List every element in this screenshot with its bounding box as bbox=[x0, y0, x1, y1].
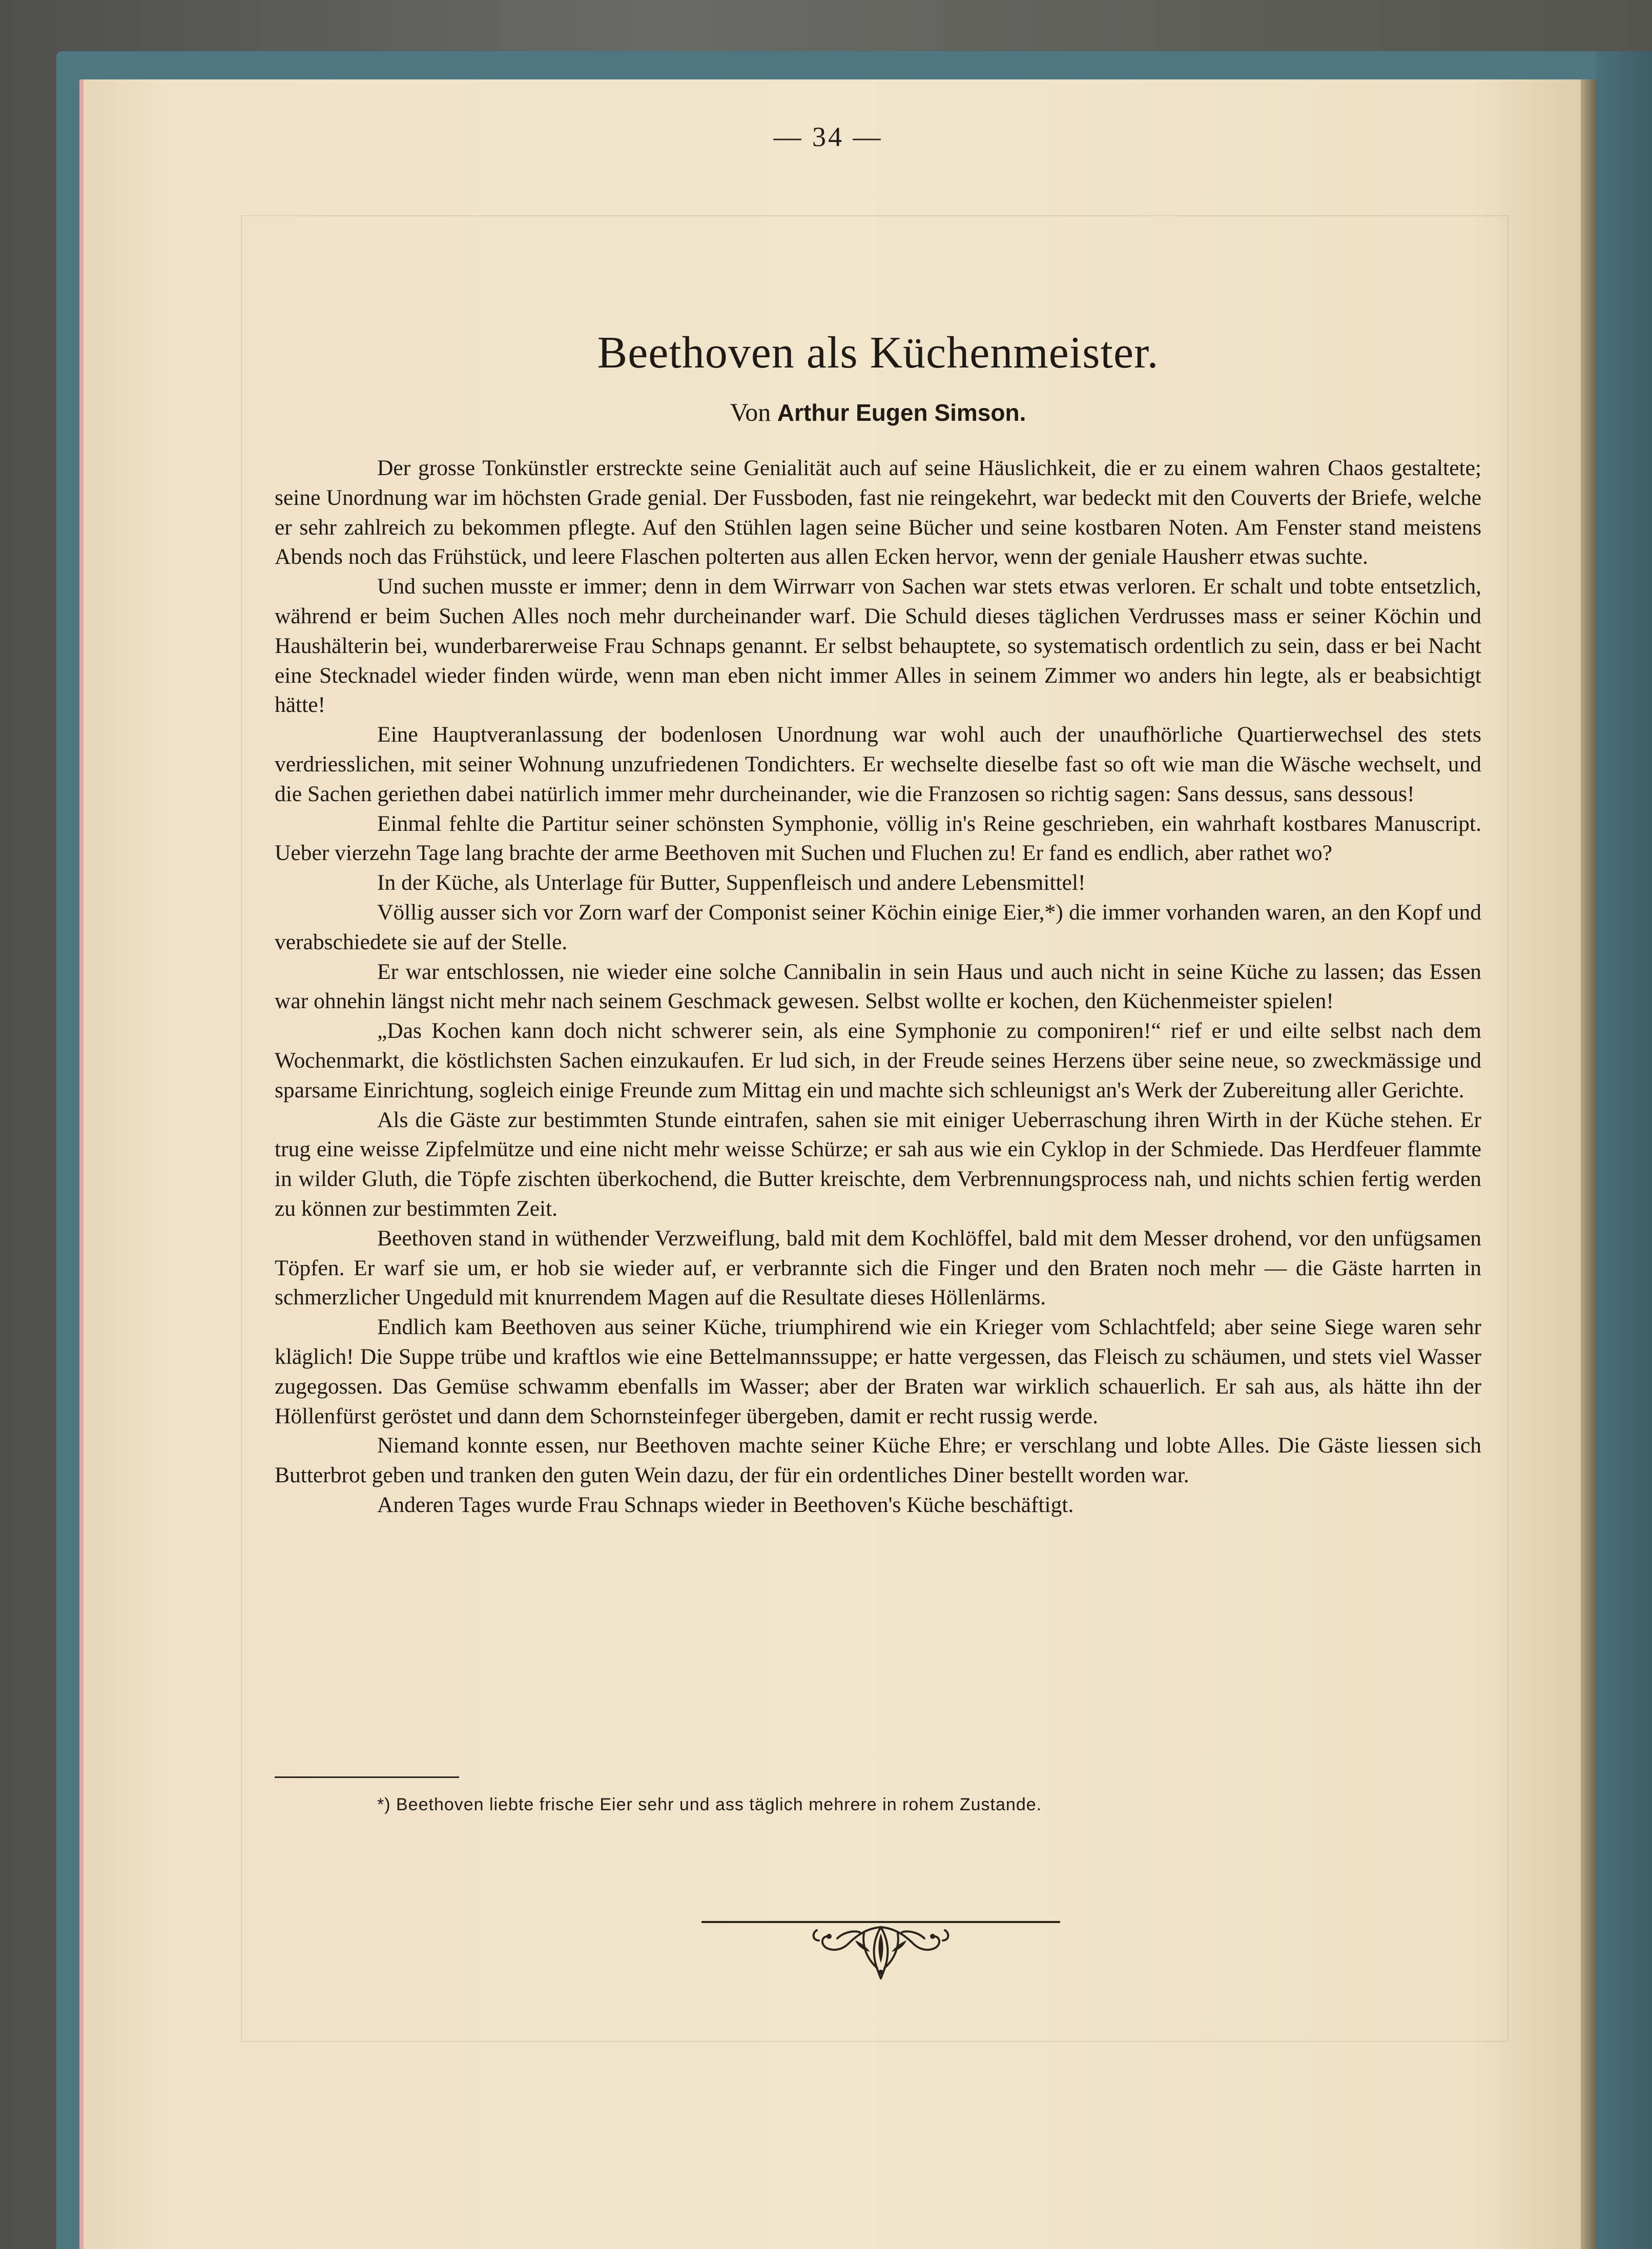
paragraph: Und suchen musste er immer; denn in dem Wirrwarr von Sachen war stets etwas verloren. Er schalt und tobte entsetzlich, während er beim Suchen Alles noch mehr durcheinander warf. Die Schuld dieses täglichen Verdrusses mass er seiner Köchin und Haushälterin bei, wunderbarerweise Frau Schnaps genannt. Er selbst behauptete, so systematisch ordentlich zu sein, dass er bei Nacht eine Stecknadel wieder finden würde, wenn man eben nicht immer Alles in seinem Zimmer wo anders hin legte, als er beabsichtigt hätte! bbox=[275, 574, 1481, 718]
paragraph: Völlig ausser sich vor Zorn warf der Componist seiner Köchin einige Eier,*) die immer vorhanden waren, an den Kopf und verabschiedete sie auf der Stelle. bbox=[275, 899, 1481, 954]
paragraph: Der grosse Tonkünstler erstreckte seine Genialität auch auf seine Häuslichkeit, die er zu einem wahren Chaos gestaltete; seine Unordnung war im höchsten Grade genial. Der Fussboden, fast nie reingekehrt, war bedeckt mit den Couverts der Briefe, welche er sehr zahlreich zu bekommen pflegte. Auf den Stühlen lagen seine Bücher und seine kostbaren Noten. Am Fenster stand meistens Abends noch das Frühstück, und leere Flaschen polterten aus allen Ecken hervor, wenn der geniale Hausherr etwas suchte. bbox=[275, 456, 1481, 569]
paragraph: Er war entschlossen, nie wieder eine solche Cannibalin in sein Haus und auch nicht in seine Küche zu lassen; das Essen war ohnehin längst nicht mehr nach seinem Geschmack gewesen. Selbst wollte er kochen, den Küchenmeister spielen! bbox=[275, 959, 1481, 1014]
paragraph: „Das Kochen kann doch nicht schwerer sein, als eine Symphonie zu componiren!“ rief er und eilte selbst nach dem Wochenmarkt, die köstlichsten Sachen einzukaufen. Er lud sich, in der Freude seines Herzens über seine neue, so zweckmässige und sparsame Einrichtung, sogleich einige Freunde zum Mittag ein und machte sich schleunigst an's Werk der Zubereitung aller Gerichte. bbox=[275, 1018, 1481, 1102]
page-content bbox=[275, 0, 1481, 2249]
paragraph: Endlich kam Beethoven aus seiner Küche, triumphirend wie ein Krieger vom Schlachtfeld; aber seine Siege waren sehr kläglich! Die Suppe trübe und kraftlos wie eine Bettelmannssuppe; er hatte vergessen, das Fleisch zu schäumen, und stets viel Wasser zugegossen. Das Gemüse schwamm ebenfalls im Wasser; aber der Braten war wirklich schauerlich. Er sah aus, als hätte ihn der Höllenfürst geröstet und dann dem Schornsteinfeger übergeben, damit er recht russig werde. bbox=[275, 1315, 1481, 1428]
author-line bbox=[275, 397, 1481, 427]
paragraph: Einmal fehlte die Partitur seiner schönsten Symphonie, völlig in's Reine geschrieben, ein wahrhaft kostbares Manuscript. Ueber vierzehn Tage lang brachte der arme Beethoven mit Suchen und Fluchen zu! Er fand es endlich, aber rathet wo? bbox=[275, 811, 1481, 866]
paragraph: Niemand konnte essen, nur Beethoven machte seiner Küche Ehre; er verschlang und lobte Alles. Die Gäste liessen sich Butterbrot geben und tranken den guten Wein dazu, der für ein ordentliches Diner bestellt worden war. bbox=[275, 1433, 1481, 1488]
paragraph: Anderen Tages wurde Frau Schnaps wieder in Beethoven's Küche beschäftigt. bbox=[377, 1492, 1074, 1517]
article-body bbox=[275, 454, 1481, 1520]
binding-strip bbox=[1596, 51, 1652, 2249]
author-name: Arthur Eugen Simson. bbox=[777, 399, 1026, 426]
page-gutter bbox=[1581, 79, 1596, 2249]
author-prefix: Von bbox=[730, 398, 771, 426]
paragraph: Als die Gäste zur bestimmten Stunde eintrafen, sahen sie mit einiger Ueberraschung ihren Wirth in der Küche stehen. Er trug eine weisse Zipfelmütze und eine nicht mehr weisse Schürze; er sah aus wie ein Cyklop in der Schmiede. Das Herdfeuer flammte in wilder Gluth, die Töpfe zischten überkochend, die Butter kreischte, dem Verbrennungsprocess nah, und nichts schien fertig werden zu können zur bestimmten Zeit. bbox=[275, 1107, 1481, 1221]
page-number: — 34 — bbox=[773, 121, 883, 152]
paragraph: Beethoven stand in wüthender Verzweiflung, bald mit dem Kochlöffel, bald mit dem Messer drohend, vor den unfügsamen Töpfen. Er warf sie um, er hob sie wieder auf, er verbrannte sich die Finger und den Braten noch mehr — die Gäste harrten in schmerzlicher Ungeduld mit knurrendem Magen auf die Resultate dieses Höllenlärms. bbox=[275, 1225, 1481, 1310]
floral-vignette-icon bbox=[807, 1923, 955, 1982]
paragraph: Eine Hauptveranlassung der bodenlosen Unordnung war wohl auch der unaufhörliche Quartierwechsel des stets verdriesslichen, mit seiner Wohnung unzufriedenen Tondichters. Er wechselte dieselbe fast so oft wie man die Wäsche wechselt, und die Sachen geriethen dabei natürlich immer mehr durcheinander, wie die Franzosen so richtig sagen: Sans dessus, sans dessous! bbox=[275, 722, 1481, 806]
footnote-rule bbox=[275, 1776, 459, 1778]
footnote: *) Beethoven liebte frische Eier sehr und ass täglich mehrere in rohem Zustande. bbox=[377, 1795, 1042, 1814]
paragraph: In der Küche, als Unterlage für Butter, Suppenfleisch und andere Lebensmittel! bbox=[377, 870, 1086, 895]
article-title: Beethoven als Küchenmeister. bbox=[597, 328, 1159, 378]
